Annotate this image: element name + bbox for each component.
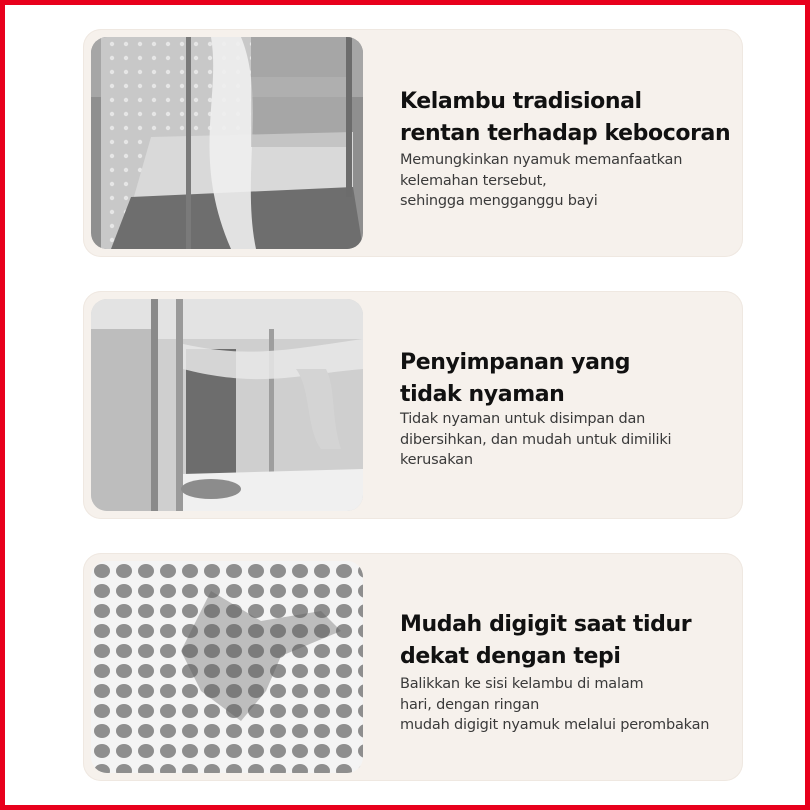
description-line: Balikkan ke sisi kelambu di malam [400, 676, 644, 692]
description-line: Memungkinkan nyamuk memanfaatkan [400, 152, 683, 168]
heading-line: Kelambu tradisional [400, 89, 642, 114]
bed-net-illustration [91, 37, 363, 249]
mesh-illustration [91, 561, 363, 773]
heading-line: tidak nyaman [400, 382, 565, 407]
heading-line: Penyimpanan yang [400, 350, 631, 375]
description-line: sehingga mengganggu bayi [400, 193, 598, 209]
card-heading [400, 609, 691, 673]
card-description [400, 674, 709, 736]
description-line: mudah digigit nyamuk melalui perombakan [400, 717, 710, 733]
card-heading [400, 347, 630, 411]
card-heading [400, 86, 730, 150]
feature-card-bites [83, 553, 743, 781]
description-line: dibersihkan, dan mudah untuk dimiliki [400, 431, 672, 448]
heading-line: dekat dengan tepi [400, 644, 621, 669]
description-line: kerusakan [400, 452, 473, 468]
heading-line: rentan terhadap kebocoran [400, 121, 731, 146]
bedroom-illustration [91, 299, 363, 511]
photo-mesh-closeup [91, 561, 363, 773]
card-description [400, 409, 671, 471]
photo-bedroom-net [91, 299, 363, 511]
description-line: hari, dengan ringan [400, 696, 540, 713]
description-line: Tidak nyaman untuk disimpan dan [400, 411, 646, 427]
card-description [400, 150, 682, 212]
heading-line: Mudah digigit saat tidur [400, 612, 692, 637]
feature-card-leaky-net [83, 29, 743, 257]
feature-card-storage [83, 291, 743, 519]
photo-traditional-net [91, 37, 363, 249]
description-line: kelemahan tersebut, [400, 172, 547, 189]
